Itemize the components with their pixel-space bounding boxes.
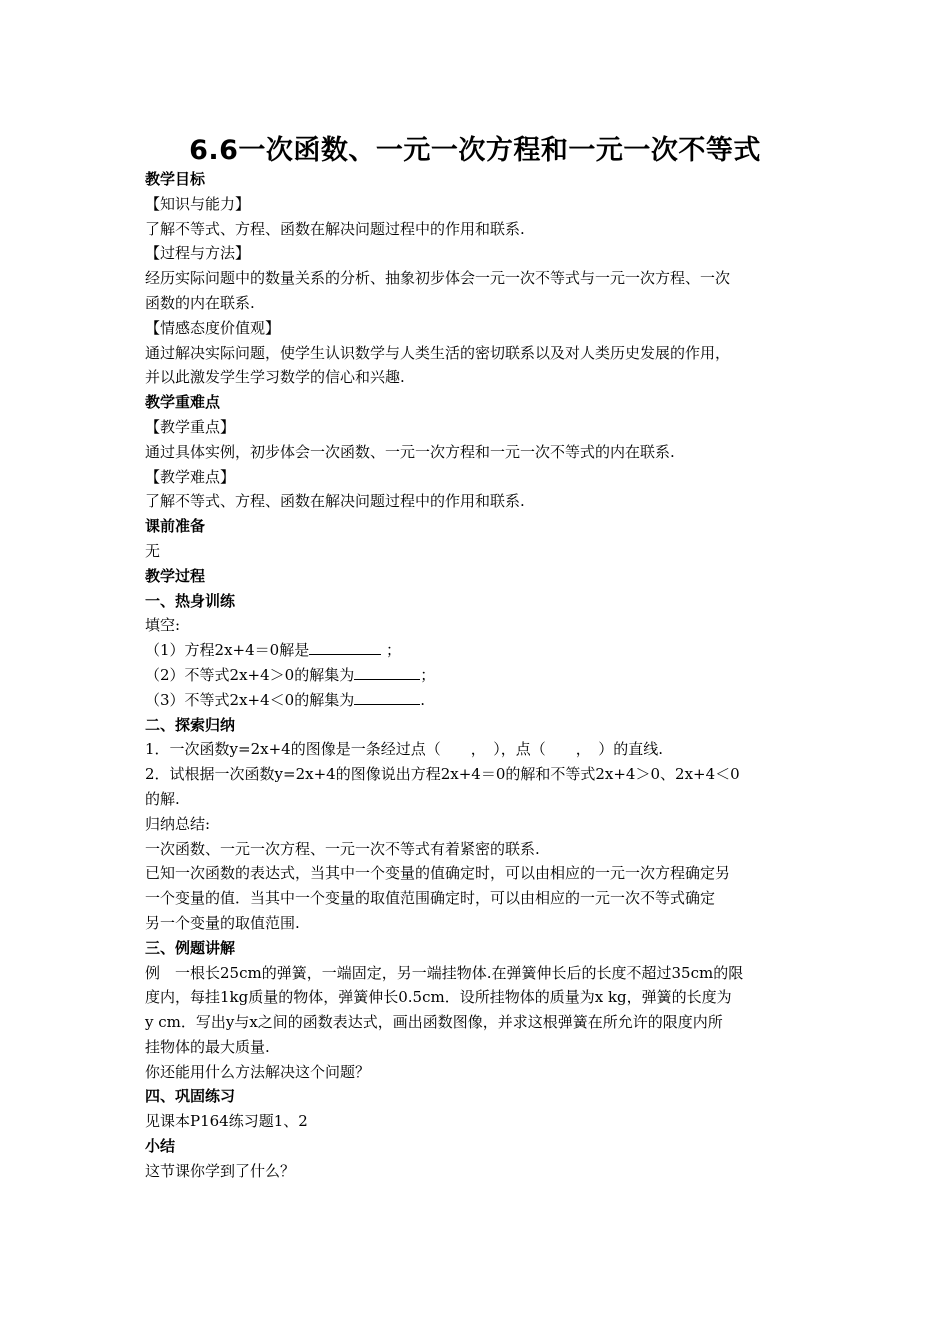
example-line-4: 挂物体的最大质量.: [145, 1037, 270, 1056]
label-knowledge: 【知识与能力】: [145, 194, 251, 213]
text-emotion-2: 并以此激发学生学习数学的信心和兴趣.: [145, 368, 405, 387]
label-difficulty: 【教学难点】: [145, 467, 236, 486]
heading-practice: 四、巩固练习: [145, 1087, 236, 1106]
heading-process: 教学过程: [145, 566, 206, 585]
warmup-item-1-end: ；: [381, 641, 401, 660]
text-warmup-intro: 填空:: [145, 616, 181, 635]
heading-example: 三、例题讲解: [145, 938, 236, 957]
warmup-item-3-end: .: [420, 690, 425, 709]
explore-summary-3: 一个变量的值．当其中一个变量的取值范围确定时，可以由相应的一元一次不等式确定: [145, 889, 716, 908]
example-line-2: 度内，每挂1kg质量的物体，弹簧伸长0.5cm．设所挂物体的质量为x kg，弹簧的长度为: [145, 988, 732, 1007]
explore-question-2a: 2．试根据一次函数y=2x+4的图像说出方程2x+4＝0的解和不等式2x+4＞0、2x+4＜0: [145, 765, 740, 784]
page-title: 6.6一次函数、一元一次方程和一元一次不等式: [189, 135, 761, 166]
answer-blank-1[interactable]: [309, 639, 381, 655]
text-process-1: 经历实际问题中的数量关系的分析、抽象初步体会一元一次不等式与一元一次方程、一次: [145, 269, 731, 288]
heading-key-points: 教学重难点: [145, 393, 221, 412]
heading-preparation: 课前准备: [145, 517, 206, 536]
explore-question-1: 1．一次函数y=2x+4的图像是一条经过点（ ， ），点（ ， ）的直线.: [145, 740, 663, 759]
heading-objectives: 教学目标: [145, 170, 206, 188]
text-focus: 通过具体实例，初步体会一次函数、一元一次方程和一元一次不等式的内在联系.: [145, 442, 675, 461]
heading-explore: 二、探索归纳: [145, 715, 236, 734]
warmup-item-1: [145, 638, 810, 663]
heading-summary: 小结: [145, 1137, 176, 1156]
text-process-2: 函数的内在联系.: [145, 293, 255, 312]
example-line-3: y cm．写出y与x之间的函数表达式，画出函数图像，并求这根弹簧在所允许的限度内所: [145, 1013, 723, 1032]
heading-warmup: 一、热身训练: [145, 591, 236, 610]
warmup-item-2: [145, 663, 810, 688]
answer-blank-3[interactable]: [354, 689, 420, 705]
explore-question-2b: 的解.: [145, 789, 180, 808]
explore-summary-4: 另一个变量的取值范围.: [145, 913, 300, 932]
example-question: 你还能用什么方法解决这个问题？: [145, 1062, 371, 1081]
warmup-item-2-end: ；: [420, 665, 436, 684]
explore-summary-2: 已知一次函数的表达式，当其中一个变量的值确定时，可以由相应的一元一次方程确定另: [145, 864, 731, 883]
label-process: 【过程与方法】: [145, 244, 251, 263]
document-body: [145, 167, 810, 1184]
text-preparation: 无: [145, 541, 161, 560]
text-emotion-1: 通过解决实际问题，使学生认识数学与人类生活的密切联系以及对人类历史发展的作用，: [145, 343, 731, 362]
text-summary: 这节课你学到了什么？: [145, 1161, 296, 1180]
warmup-item-1-text: （1）方程2x+4＝0解是: [145, 641, 310, 660]
text-practice: 见课本P164练习题1、2: [145, 1112, 308, 1131]
text-knowledge: 了解不等式、方程、函数在解决问题过程中的作用和联系.: [145, 219, 525, 238]
warmup-item-2-text: （2）不等式2x+4＞0的解集为: [145, 665, 355, 684]
explore-summary-1: 一次函数、一元一次方程、一元一次不等式有着紧密的联系.: [145, 839, 540, 858]
label-emotion: 【情感态度价值观】: [145, 318, 281, 337]
label-focus: 【教学重点】: [145, 417, 236, 436]
warmup-item-3-text: （3）不等式2x+4＜0的解集为: [145, 690, 355, 709]
answer-blank-2[interactable]: [354, 664, 420, 680]
example-line-1: 例 一根长25cm的弹簧，一端固定，另一端挂物体.在弹簧伸长后的长度不超过35cm的限: [145, 963, 744, 982]
text-difficulty: 了解不等式、方程、函数在解决问题过程中的作用和联系.: [145, 492, 525, 511]
explore-summary-label: 归纳总结:: [145, 814, 211, 833]
warmup-item-3: [145, 688, 810, 713]
